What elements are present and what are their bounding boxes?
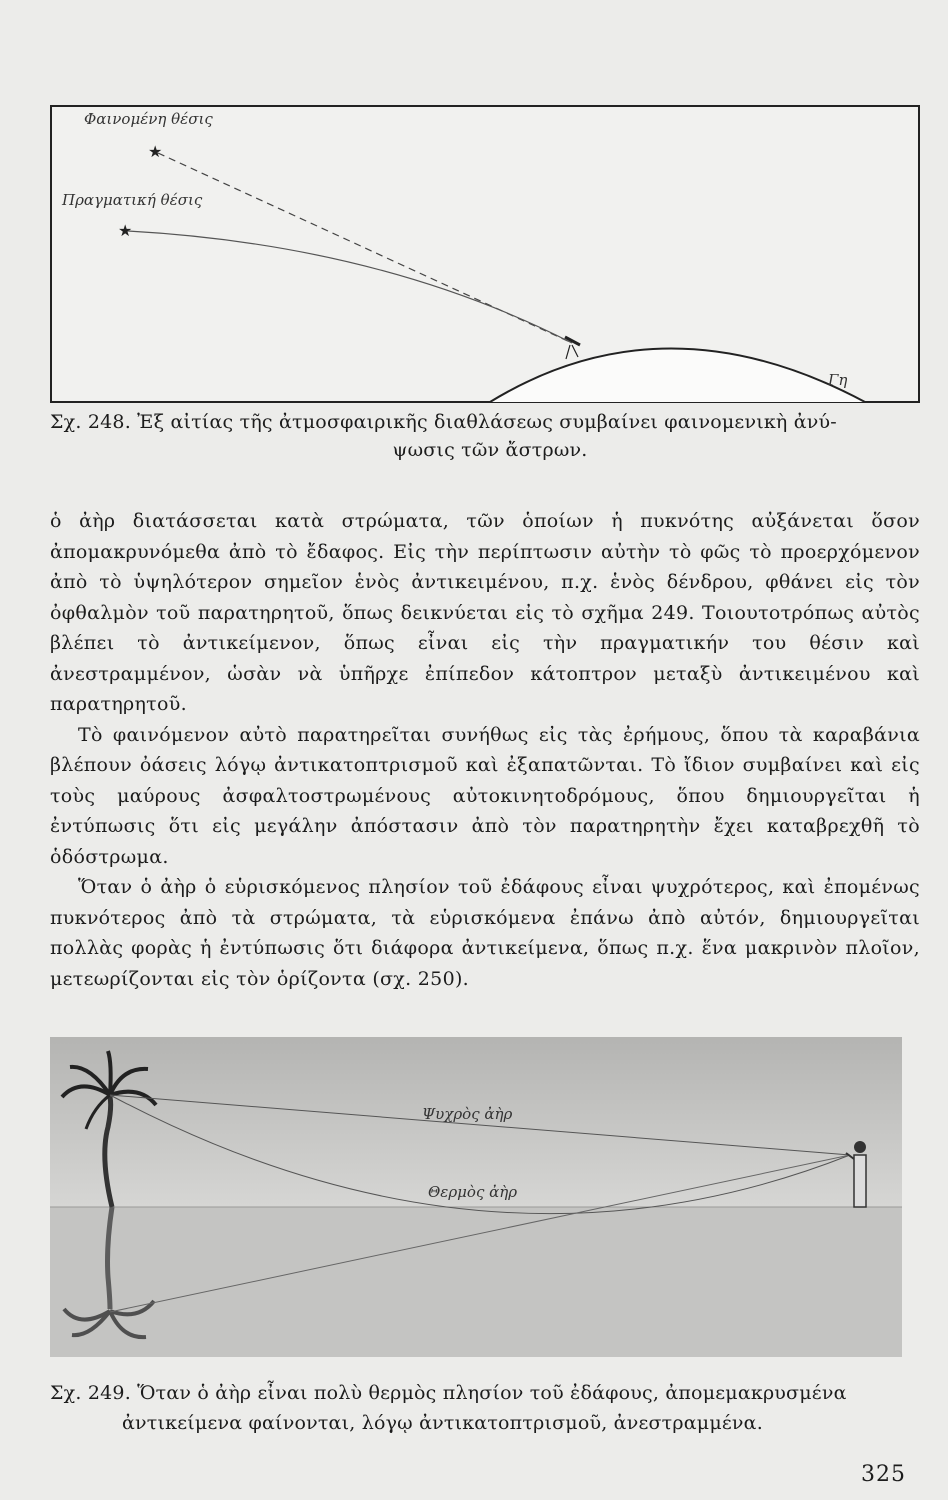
- figure-249-caption: [50, 1378, 930, 1438]
- figure-248: [50, 105, 920, 403]
- paragraph-3: Ὅταν ὁ ἀὴρ ὁ εὑρισκόμενος πλησίον τοῦ ἐδάφους εἶναι ψυχρότερος, καὶ ἐπομένως πυκνότερος ἀπὸ τὰ στρώματα, τὰ εὑρισκόμενα ἐπάνω ἀπὸ αὐτόν, δημιουργεῖται πολλὰς φορὰς ἡ ἐντύπωσις ὅτι διάφορα ἀντικείμενα, ὅπως π.χ. ἕνα μακρινὸν πλοῖον, μετεωρίζονται εἰς τὸν ὁρίζοντα (σχ. 250).: [50, 876, 920, 990]
- figure-249: [50, 1037, 902, 1357]
- refraction-diagram: [50, 105, 920, 403]
- real-position-label: Πραγματική θέσις: [62, 191, 203, 209]
- paragraph-2: Τὸ φαινόμενον αὐτὸ παρατηρεῖται συνήθως εἰς τὰς ἐρήμους, ὅπου τὰ καραβάνια βλέπουν ὀάσεις λόγῳ ἀντικατοπτρισμοῦ καὶ ἐξαπατῶνται. Τὸ ἴδιον συμβαίνει καὶ εἰς τοὺς μαύρους ἀσφαλτοστρωμένους αὐτοκινητοδρόμους, ὅπου δημιουργεῖται ἡ ἐντύπωσις ὅτι εἰς μεγάλην ἀπόστασιν ἀπὸ τὸν παρατηρητὴν ἔχει καταβρεχθῆ τὸ ὁδόστρωμα.: [50, 723, 920, 868]
- apparent-position-label: Φαινομένη θέσις: [84, 110, 213, 128]
- body-text: [50, 506, 920, 994]
- cold-air-label: Ψυχρὸς ἀὴρ: [422, 1105, 513, 1123]
- caption-248-line-1: Σχ. 248. Ἐξ αἰτίας τῆς ἀτμοσφαιρικῆς διαθλάσεως συμβαίνει φαινομενικὴ ἀνύ-: [50, 411, 837, 433]
- apparent-star-icon: ★: [148, 142, 163, 161]
- caption-248-line-2: ψωσις τῶν ἄστρων.: [392, 439, 588, 461]
- real-star-icon: ★: [118, 221, 133, 240]
- ground-region: [50, 1207, 902, 1357]
- paragraph-1: ὁ ἀὴρ διατάσσεται κατὰ στρώματα, τῶν ὁποίων ἡ πυκνότης αὐξάνεται ὅσον ἀπομακρυνόμεθα ἀπὸ τὸ ἔδαφος. Εἰς τὴν περίπτωσιν αὐτὴν τὸ φῶς τὸ προερχόμενον ἀπὸ τὸ ὑψηλότερον σημεῖον ἑνὸς ἀντικειμένου, π.χ. ἑνὸς δένδρου, φθάνει εἰς τὸν ὀφθαλμὸν τοῦ παρατηρητοῦ, ὅπως δεικνύεται εἰς τὸ σχῆμα 249. Τοιουτοτρόπως αὐτὸς βλέπει τὸ ἀντικείμενον, ὅπως εἶναι εἰς τὴν πραγματικήν του θέσιν καὶ ἀνεστραμμένον, ὡσὰν νὰ ὑπῆρχε ἐπίπεδον κάτοπτρον μεταξὺ ἀντικειμένου καὶ παρατηρητοῦ.: [50, 510, 920, 715]
- page-number: 325: [861, 1462, 906, 1487]
- figure-248-caption: [50, 408, 930, 464]
- caption-249-line-2: ἀντικείμενα φαίνονται, λόγῳ ἀντικατοπτρισμοῦ, ἀνεστραμμένα.: [122, 1412, 763, 1434]
- earth-label: Γη: [828, 371, 848, 389]
- warm-air-label: Θερμὸς ἀὴρ: [428, 1183, 518, 1201]
- caption-249-line-1: Σχ. 249. Ὅταν ὁ ἀὴρ εἶναι πολὺ θερμὸς πλησίον τοῦ ἐδάφους, ἀπομεμακρυσμένα: [50, 1382, 847, 1404]
